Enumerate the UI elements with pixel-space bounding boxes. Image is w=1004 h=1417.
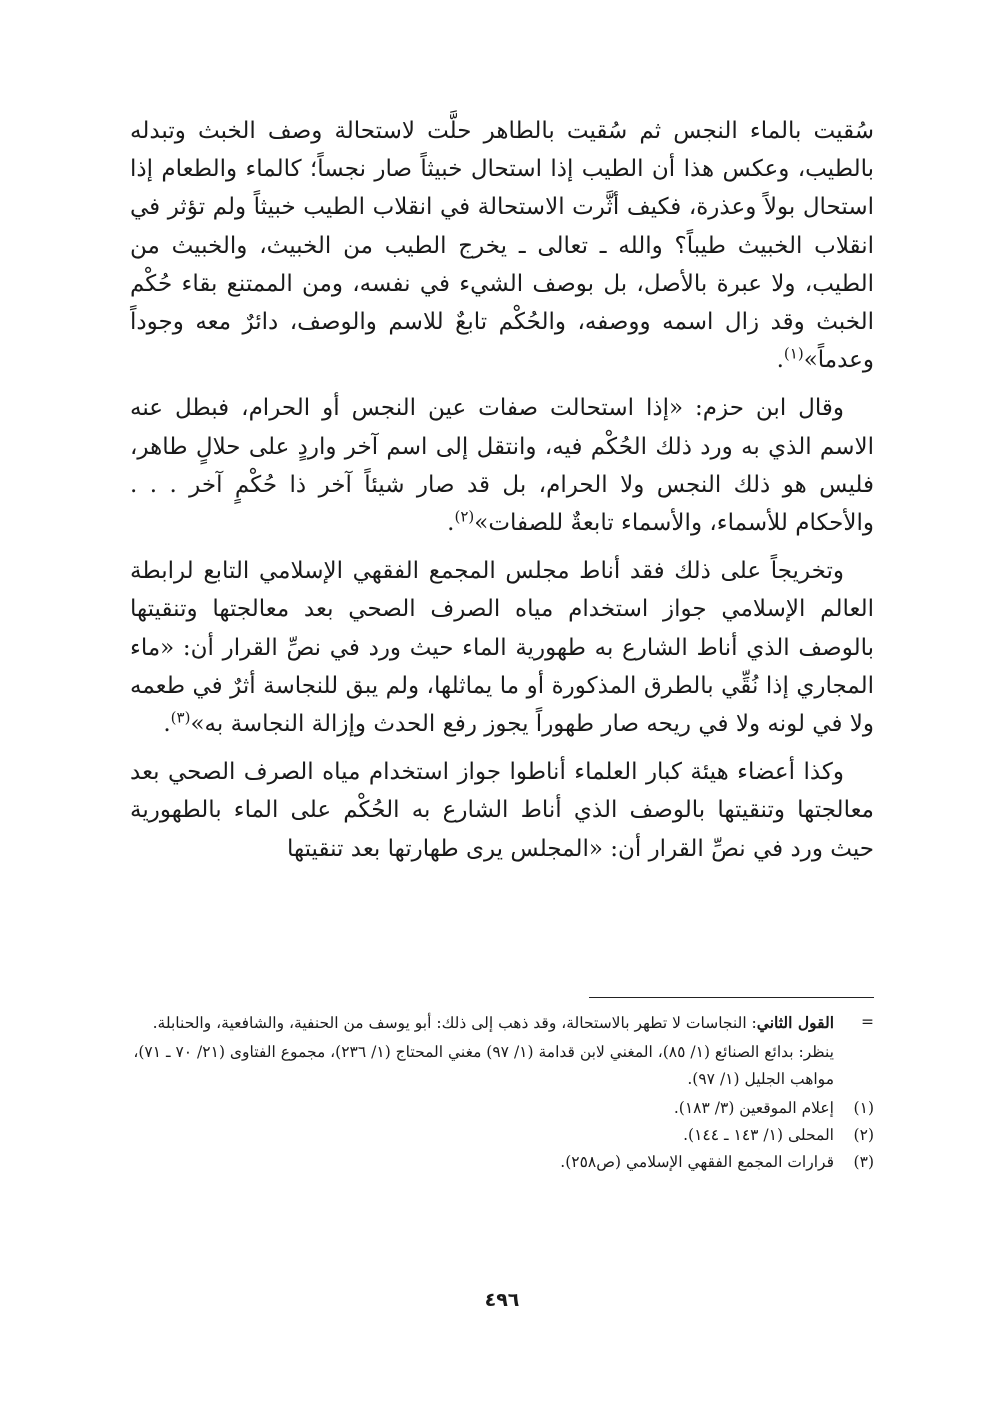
footnote-item [130,1122,874,1149]
footnote-text: المحلى (١/ ١٤٣ ـ ١٤٤). [683,1126,834,1144]
footnote-item [130,1095,874,1122]
end-punctuation: . [447,510,455,537]
continuation-text: : النجاسات لا تطهر بالاستحالة، وقد ذهب إلى ذلك: أبو يوسف من الحنفية، والشافعية، والحنابلة. [152,1014,757,1032]
footnote-reference: (٣) [170,708,191,727]
page-number: ٤٩٦ [484,1289,520,1311]
footnote-number: (١) [853,1099,874,1117]
footnote-item [130,1149,874,1176]
continuation-body [130,1009,834,1037]
paragraph [130,753,874,868]
footnote-continuation [130,1009,874,1037]
footnote-divider [589,997,874,998]
paragraph-text: وتخريجاً على ذلك فقد أناط مجلس المجمع الفقهي الإسلامي التابع لرابطة العالم الإسلامي جواز استخدام مياه الصرف الصحي بعد معالجتها وتنقيتها بالوصف الذي أناط الشارع به طهورية الماء حيث ورد في نصِّ القرار أن: «ماء المجاري إذا نُقِّي بالطرق المذكورة أو ما يماثلها، ولم يبق للنجاسة أثرٌ في طعمه ولا في لونه ولا في ريحه صار طهوراً يجوز رفع الحدث وإزالة النجاسة به» [130,558,874,738]
continuation-marker: = [861,1013,874,1031]
end-punctuation: . [776,347,784,374]
footnote-text: قرارات المجمع الفقهي الإسلامي (ص٢٥٨). [560,1153,834,1171]
footnote-reference: (٢) [454,507,475,526]
paragraph [130,112,874,379]
paragraph-text: وكذا أعضاء هيئة كبار العلماء أناطوا جواز استخدام مياه الصرف الصحي بعد معالجتها وتنقيتها بالوصف الذي أناط الشارع به الحُكْم على الماء بالطهورية حيث ورد في نصِّ القرار أن: «المجلس يرى طهارتها بعد تنقيتها [130,759,874,862]
footnote-references: ينظر: بدائع الصنائع (١/ ٨٥)، المغني لابن قدامة (١/ ٩٧) مغني المحتاج (١/ ٢٣٦)، مجموع الفتاوى (٢١/ ٧٠ ـ ٧١)، مواهب الجليل (١/ ٩٧). [133,1043,834,1088]
continuation-label: القول الثاني [756,1013,834,1032]
page [130,112,874,1417]
paragraph [130,389,874,542]
paragraph-text: سُقيت بالماء النجس ثم سُقيت بالطاهر حلَّت لاستحالة وصف الخبث وتبدله بالطيب، وعكس هذا أن الطيب إذا استحال خبيثاً صار نجساً؛ كالماء والطعام إذا استحال بولاً وعذرة، فكيف أثَّرت الاستحالة في انقلاب الطيب خبيثاً ولم تؤثر في انقلاب الخبيث طيباً؟ والله ـ تعالى ـ يخرج الطيب من الخبيث، والخبيث من الطيب، ولا عبرة بالأصل، بل بوصف الشيء في نفسه، ومن الممتنع بقاء حُكْم الخبث وقد زال اسمه ووصفه، والحُكْم تابعٌ للاسم والوصف، دائرٌ معه وجوداً وعدماً» [130,118,874,374]
paragraph [130,552,874,743]
footnote-number: (٣) [853,1153,874,1171]
main-text [130,112,874,868]
footnote-text: إعلام الموقعين (٣/ ١٨٣). [673,1099,834,1117]
paragraph-text: وقال ابن حزم: «إذا استحالت صفات عين النجس أو الحرام، فبطل عنه الاسم الذي به ورد ذلك الحُكْم فيه، وانتقل إلى اسم آخر واردٍ على حلالٍ طاهر، فليس هو ذلك النجس ولا الحرام، بل قد صار شيئاً آخر ذا حُكْمٍ آخر . . . والأحكام للأسماء، والأسماء تابعةٌ للصفات» [130,395,874,537]
footnote-number: (٢) [853,1126,874,1144]
footnotes [130,1009,874,1176]
footnote-reference: (١) [783,344,804,363]
end-punctuation: . [163,711,171,738]
